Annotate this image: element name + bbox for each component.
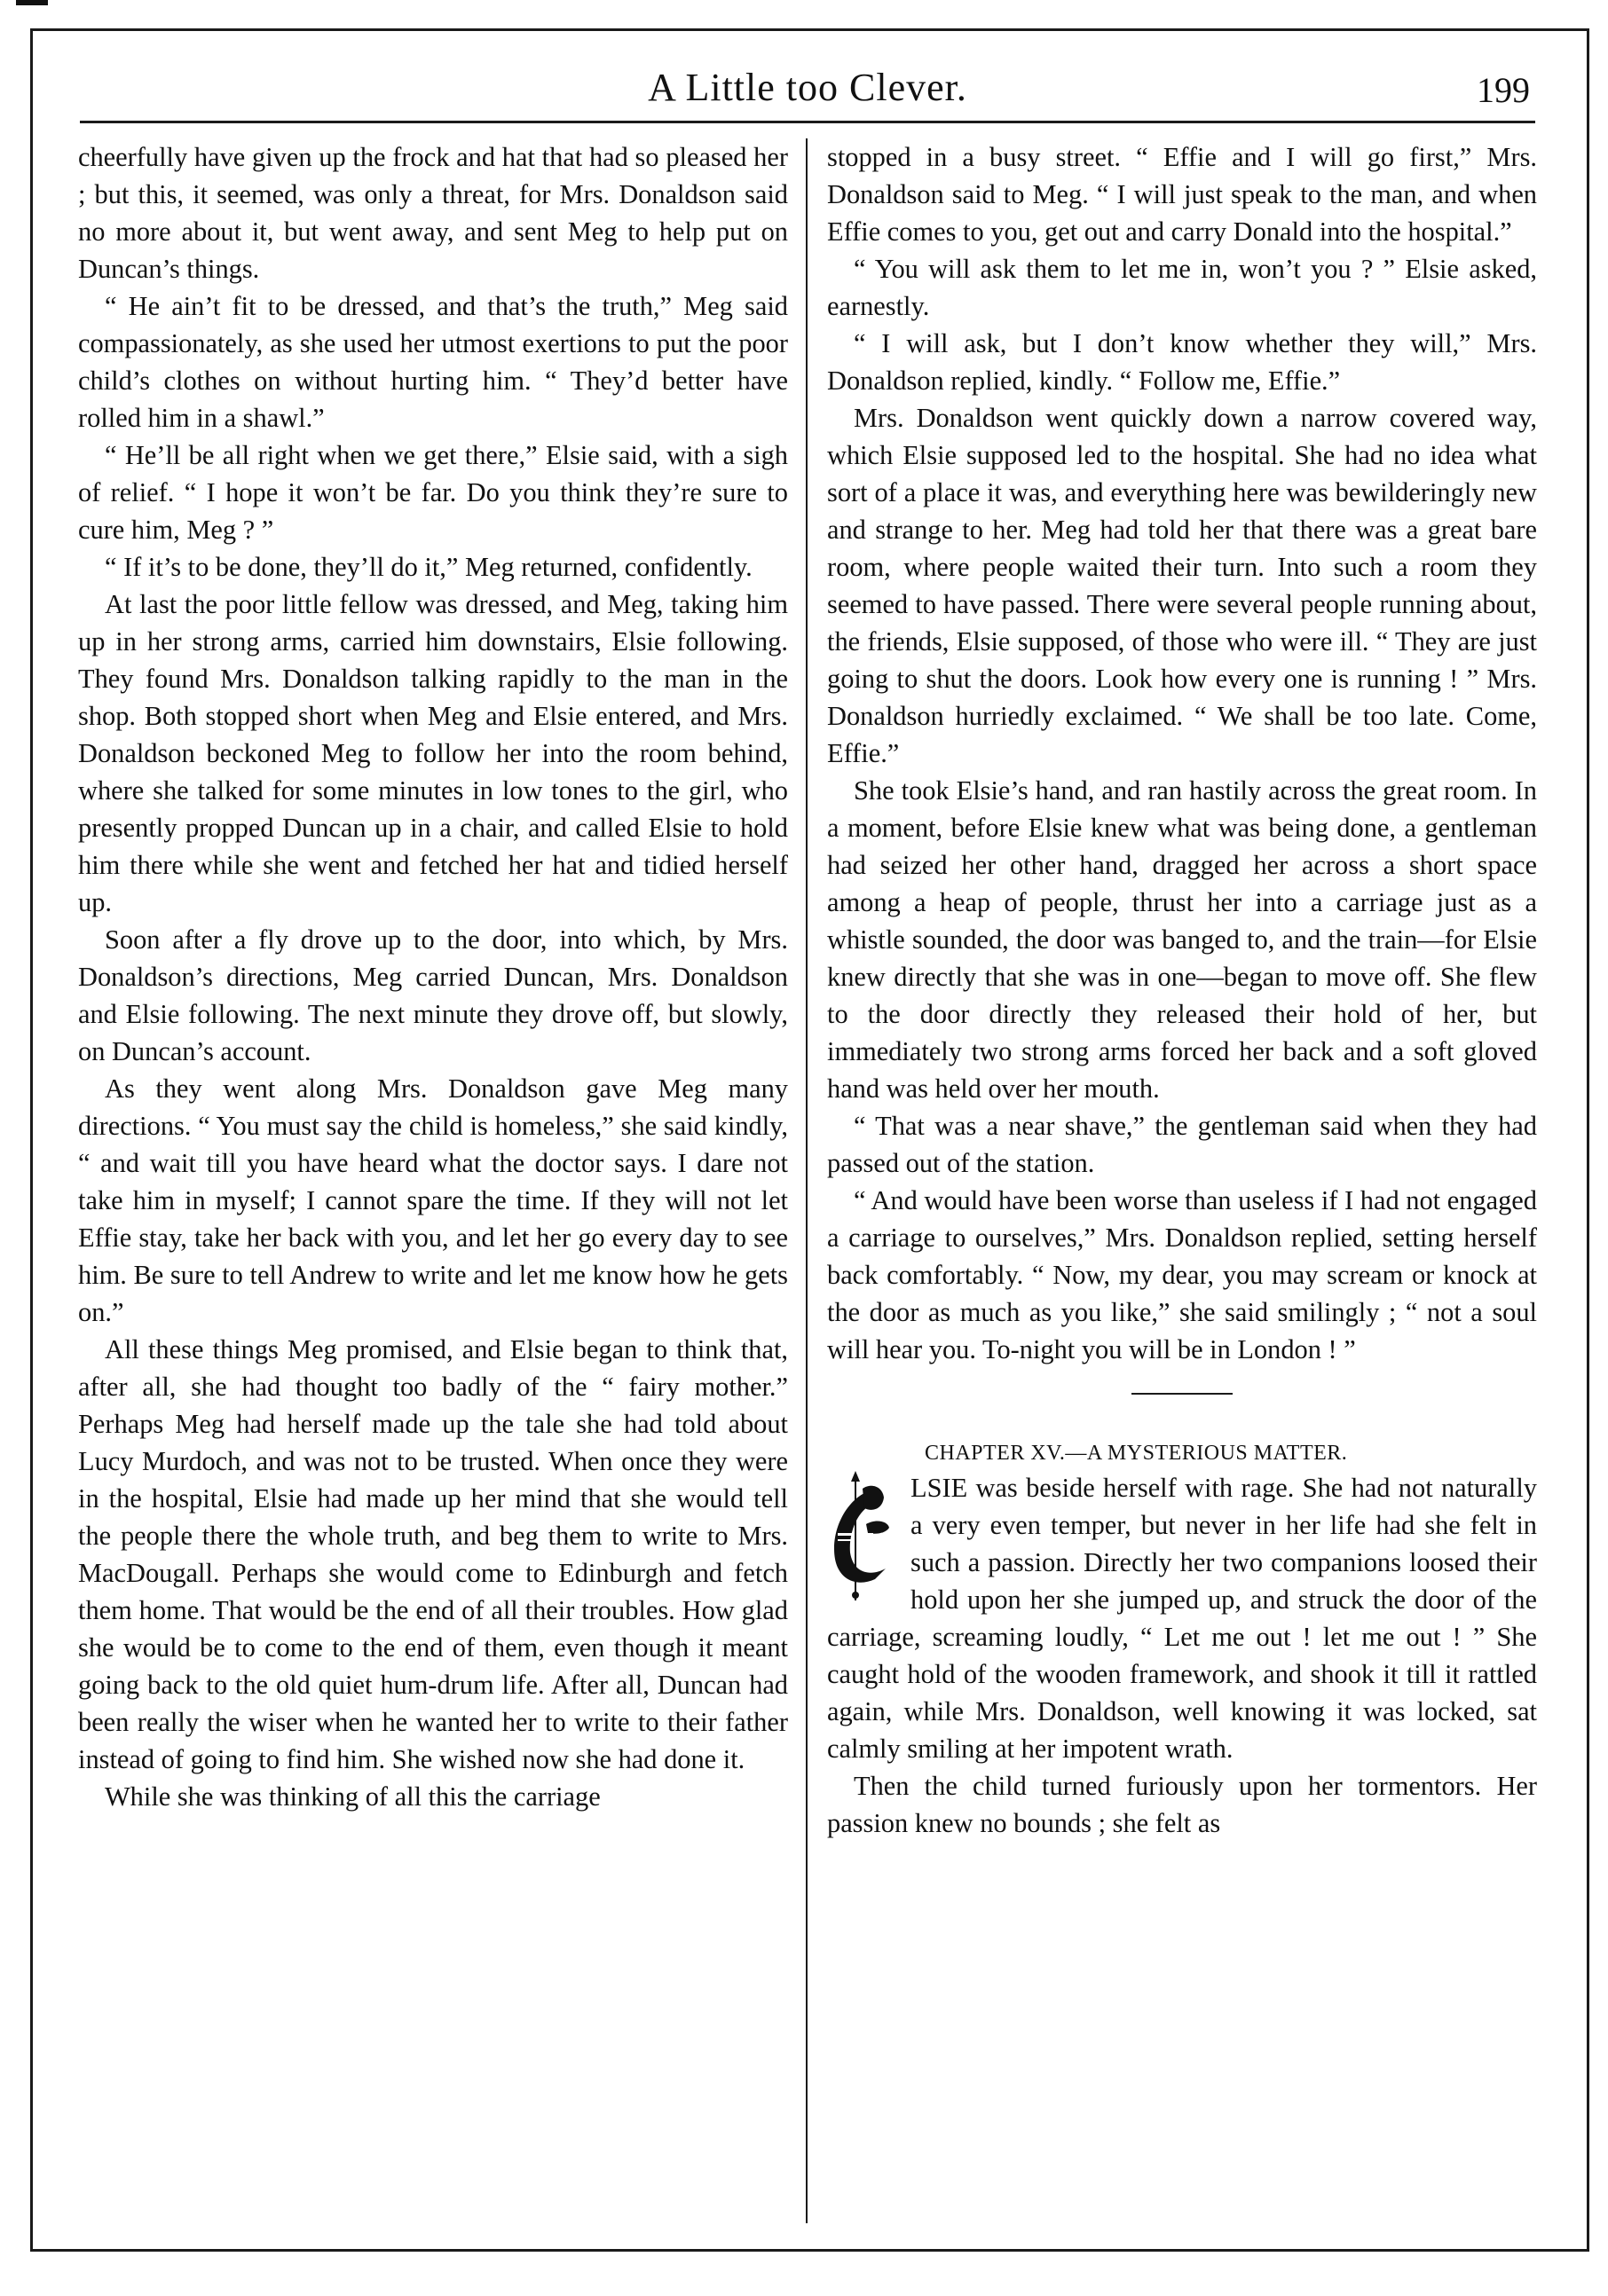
paragraph: Soon after a fly drove up to the door, into which, by Mrs. Donaldson’s directions, Meg carried Duncan, Mrs. Donaldson and Elsie following. The next minute they drove off, but slowly, on Duncan’s account. — [78, 924, 788, 1066]
section-separator-rule — [1131, 1393, 1233, 1395]
paragraph: While she was thinking of all this the carriage — [105, 1781, 601, 1812]
right-column — [827, 138, 1537, 1842]
paragraph: stopped in a busy street. “ Effie and I will go first,” Mrs. Donaldson said to Meg. “ I will just speak to the man, and when Effie comes to you, get out and carry Donald into the hospital.” — [827, 142, 1537, 247]
paragraph: “ That was a near shave,” the gentleman said when they had passed out of the station. — [827, 1111, 1537, 1178]
page-number: 199 — [1477, 70, 1530, 110]
drop-cap-e-icon — [824, 1471, 903, 1604]
paragraph: Mrs. Donaldson went quickly down a narrow covered way, which Elsie supposed led to the hospital. She had no idea what sort of a place it was, and everything here was bewilderingly new and strange to her. Meg had told her that there was a great bare room, where people waited their turn. Into such a room they seemed to have passed. There were several people running about, the friends, Elsie supposed, of those who were ill. “ They are just going to shut the doors. Look how every one is running ! ” Mrs. Donaldson hurriedly exclaimed. “ We shall be too late. Come, Effie.” — [827, 403, 1537, 768]
chapter-opening — [827, 1469, 1537, 1767]
paragraph: All these things Meg promised, and Elsie began to think that, after all, she had thought too badly of the “ fairy mother.” Perhaps Meg had herself made up the tale she had told about Lucy Murdoch, and was not to be trusted. When once they were in the hospital, Elsie had made up her mind that she would tell the people there the whole truth, and beg them to write to Mrs. MacDougall. Perhaps she would come to Edinburgh and fetch them home. That would be the end of all their troubles. How glad she would be to come to the end of them, even though it meant going back to the old quiet hum-drum life. After all, Duncan had been really the wiser when he wanted her to write to their father instead of going to find him. She wished now she had done it. — [78, 1334, 788, 1774]
paragraph: “ He ain’t fit to be dressed, and that’s the truth,” Meg said compassionately, as she used her utmost exertions to put the poor child’s clothes on without hurting him. “ They’d better have rolled him in a shawl.” — [78, 291, 788, 433]
left-column — [78, 138, 788, 1815]
paragraph: “ I will ask, but I don’t know whether they will,” Mrs. Donaldson replied, kindly. “ Follow me, Effie.” — [827, 328, 1537, 396]
paragraph: “ He’ll be all right when we get there,” Elsie said, with a sigh of relief. “ I hope it won’t be far. Do you think they’re sure to cure him, Meg ? ” — [78, 440, 788, 545]
scan-corner-mark — [16, 0, 48, 5]
paragraph: At last the poor little fellow was dressed, and Meg, taking him up in her strong arms, carried him downstairs, Elsie following. They found Mrs. Donaldson talking rapidly to the man in the shop. Both stopped short when Meg and Elsie entered, and Mrs. Donaldson beckoned Meg to follow her into the room behind, where she talked for some minutes in low tones to the girl, who presently propped Duncan up in a chair, and called Elsie to hold him there while she went and fetched her hat and tidied herself up. — [78, 589, 788, 917]
paragraph: cheerfully have given up the frock and hat that had so pleased her ; but this, it seemed, was only a threat, for Mrs. Donaldson said no more about it, but went away, and sent Meg to help put on Duncan’s things. — [78, 142, 788, 284]
chapter-heading: CHAPTER XV.—A MYSTERIOUS MATTER. — [925, 1442, 1348, 1465]
paragraph: “ And would have been worse than useless if I had not engaged a carriage to ourselves,” Mrs. Donaldson replied, setting herself back comfortably. “ Now, my dear, you may scream or knock at the door as much as you like,” she said smilingly ; “ not a soul will hear you. To-night you will be in London ! ” — [827, 1185, 1537, 1364]
column-divider — [806, 138, 808, 2223]
paragraph: “ You will ask them to let me in, won’t you ? ” Elsie asked, earnestly. — [827, 254, 1537, 321]
paragraph: Then the child turned furiously upon her tormentors. Her passion knew no bounds ; she felt as — [827, 1771, 1537, 1838]
paragraph: LSIE was beside herself with rage. She had not naturally a very even temper, but never in her life had she felt in such a passion. Directly her two companions loosed their hold upon her she jumped up, and struck the door of the carriage, screaming loudly, “ Let me out ! let me out ! ” She caught hold of the wooden framework, and shook it till it rattled again, while Mrs. Donaldson, well knowing it was locked, sat calmly smiling at her impotent wrath. — [827, 1473, 1537, 1764]
paragraph: “ If it’s to be done, they’ll do it,” Meg returned, confidently. — [105, 552, 753, 582]
paragraph: She took Elsie’s hand, and ran hastily across the great room. In a moment, before Elsie knew what was being done, a gentleman had seized her other hand, dragged her across a short space among a heap of people, thrust her into a carriage just as a whistle sounded, the door was banged to, and the train—for Elsie knew directly that she was in one—began to move off. She flew to the door directly they released their hold of her, but immediately two strong arms forced her back and a soft gloved hand was held over her mouth. — [827, 775, 1537, 1104]
page-header — [80, 53, 1535, 122]
header-rule — [80, 121, 1535, 123]
running-title: A Little too Clever. — [648, 66, 967, 109]
paragraph: As they went along Mrs. Donaldson gave Meg many directions. “ You must say the child is homeless,” she said kindly, “ and wait till you have heard what the doctor says. I dare not take him in myself; I cannot spare the time. If they will not let Effie stay, take her back with you, and let her go every day to see him. Be sure to tell Andrew to write and let me know how he gets on.” — [78, 1073, 788, 1327]
